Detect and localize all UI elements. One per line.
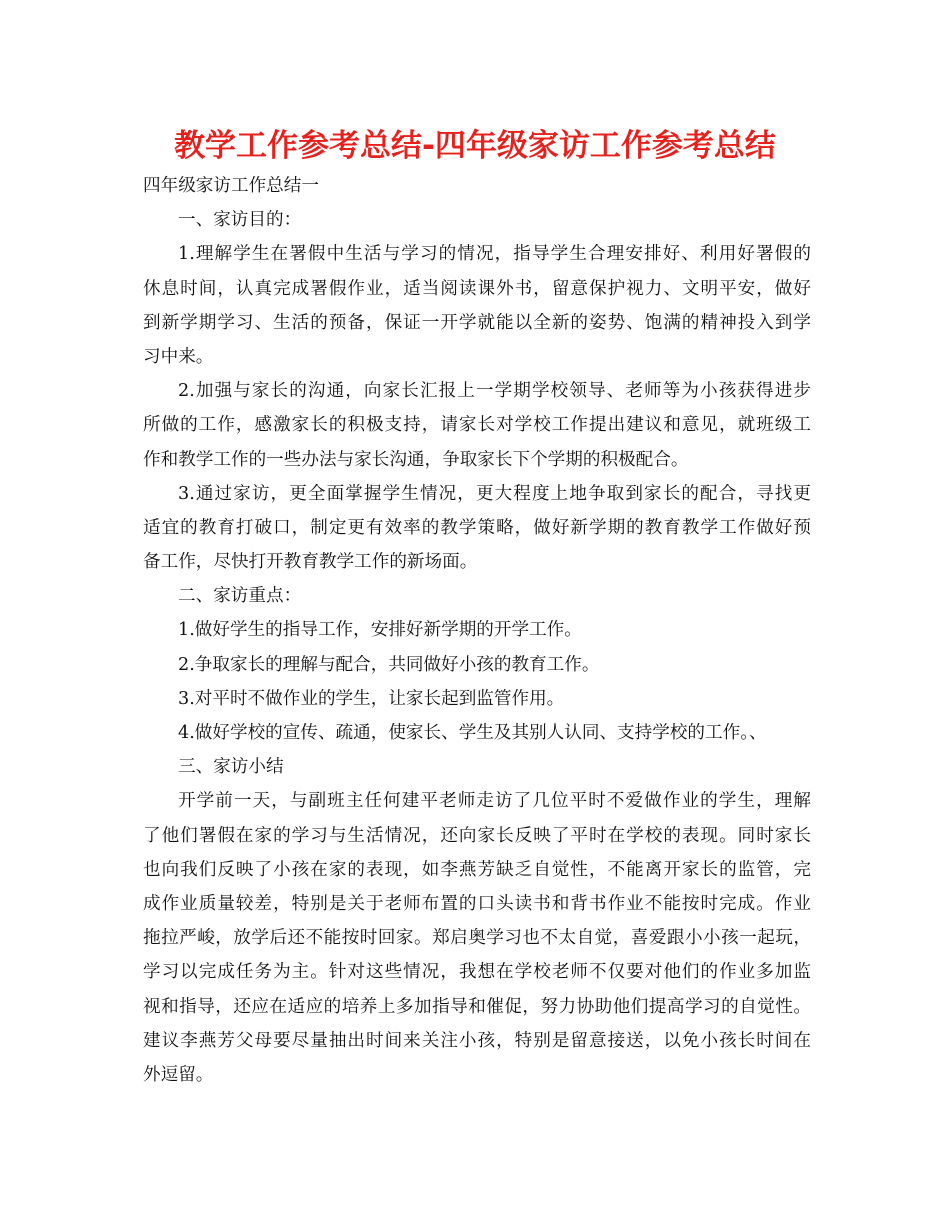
text-line: 拖拉严峻，放学后还不能按时回家。郑启奥学习也不太自觉，喜爱跟小小孩一起玩， <box>143 928 811 949</box>
text-line: 外逗留。 <box>143 1064 214 1085</box>
text-line: 备工作，尽快打开教育教学工作的新场面。 <box>143 552 478 573</box>
text-line: 四年级家访工作总结一 <box>143 176 319 196</box>
text-line: 了他们署假在家的学习与生活情况，还向家长反映了平时在学校的表现。同时家长 <box>143 825 811 846</box>
text-line: 建议李燕芳父母要尽量抽出时间来关注小孩，特别是留意接送，以免小孩长时间在 <box>143 1030 811 1051</box>
text-line: 3.对平时不做作业的学生，让家长起到监管作用。 <box>178 688 565 709</box>
text-line: 二、家访重点： <box>178 586 302 607</box>
text-line: 到新学期学习、生活的预备，保证一开学就能以全新的姿势、饱满的精神投入到学 <box>143 312 811 333</box>
text-line: 也向我们反映了小孩在家的表现，如李燕芳缺乏自觉性，不能离开家长的监管，完 <box>143 859 811 880</box>
text-line: 习中来。 <box>143 346 214 367</box>
text-line: 4.做好学校的宣传、疏通，使家长、学生及其别人认同、支持学校的工作。、 <box>178 723 767 743</box>
text-line: 视和指导，还应在适应的培养上多加指导和催促，努力协助他们提高学习的自觉性。 <box>143 996 811 1017</box>
text-line: 2.争取家长的理解与配合，共同做好小孩的教育工作。 <box>178 654 600 675</box>
text-line: 休息时间，认真完成署假作业，适当阅读课外书，留意保护视力、文明平安，做好 <box>143 278 811 299</box>
document-body <box>143 169 811 1092</box>
text-line: 3.通过家访，更全面掌握学生情况，更大程度上地争取到家长的配合，寻找更 <box>178 483 811 504</box>
text-line: 1.做好学生的指导工作，安排好新学期的开学工作。 <box>178 620 582 641</box>
text-line: 三、家访小结 <box>178 757 284 778</box>
text-line: 1.理解学生在署假中生活与学习的情况，指导学生合理安排好、利用好署假的 <box>178 244 811 265</box>
text-line: 开学前一天，与副班主任何建平老师走访了几位平时不爱做作业的学生，理解 <box>178 791 811 812</box>
text-line: 成作业质量较差，特别是关于老师布置的口头读书和背书作业不能按时完成。作业 <box>143 893 811 914</box>
text-line: 学习以完成任务为主。针对这些情况，我想在学校老师不仅要对他们的作业多加监 <box>143 962 811 983</box>
text-line: 适宜的教育打破口，制定更有效率的教学策略，做好新学期的教育教学工作做好预 <box>143 517 811 538</box>
text-line: 一、家访目的： <box>178 210 302 231</box>
text-line: 所做的工作，感激家长的积极支持，请家长对学校工作提出建议和意见，就班级工 <box>143 415 811 436</box>
text-line: 作和教学工作的一些办法与家长沟通，争取家长下个学期的积极配合。 <box>143 449 689 470</box>
text-line: 2.加强与家长的沟通，向家长汇报上一学期学校领导、老师等为小孩获得进步 <box>178 381 811 402</box>
document-title: 教学工作参考总结-四年级家访工作参考总结 <box>174 128 776 164</box>
